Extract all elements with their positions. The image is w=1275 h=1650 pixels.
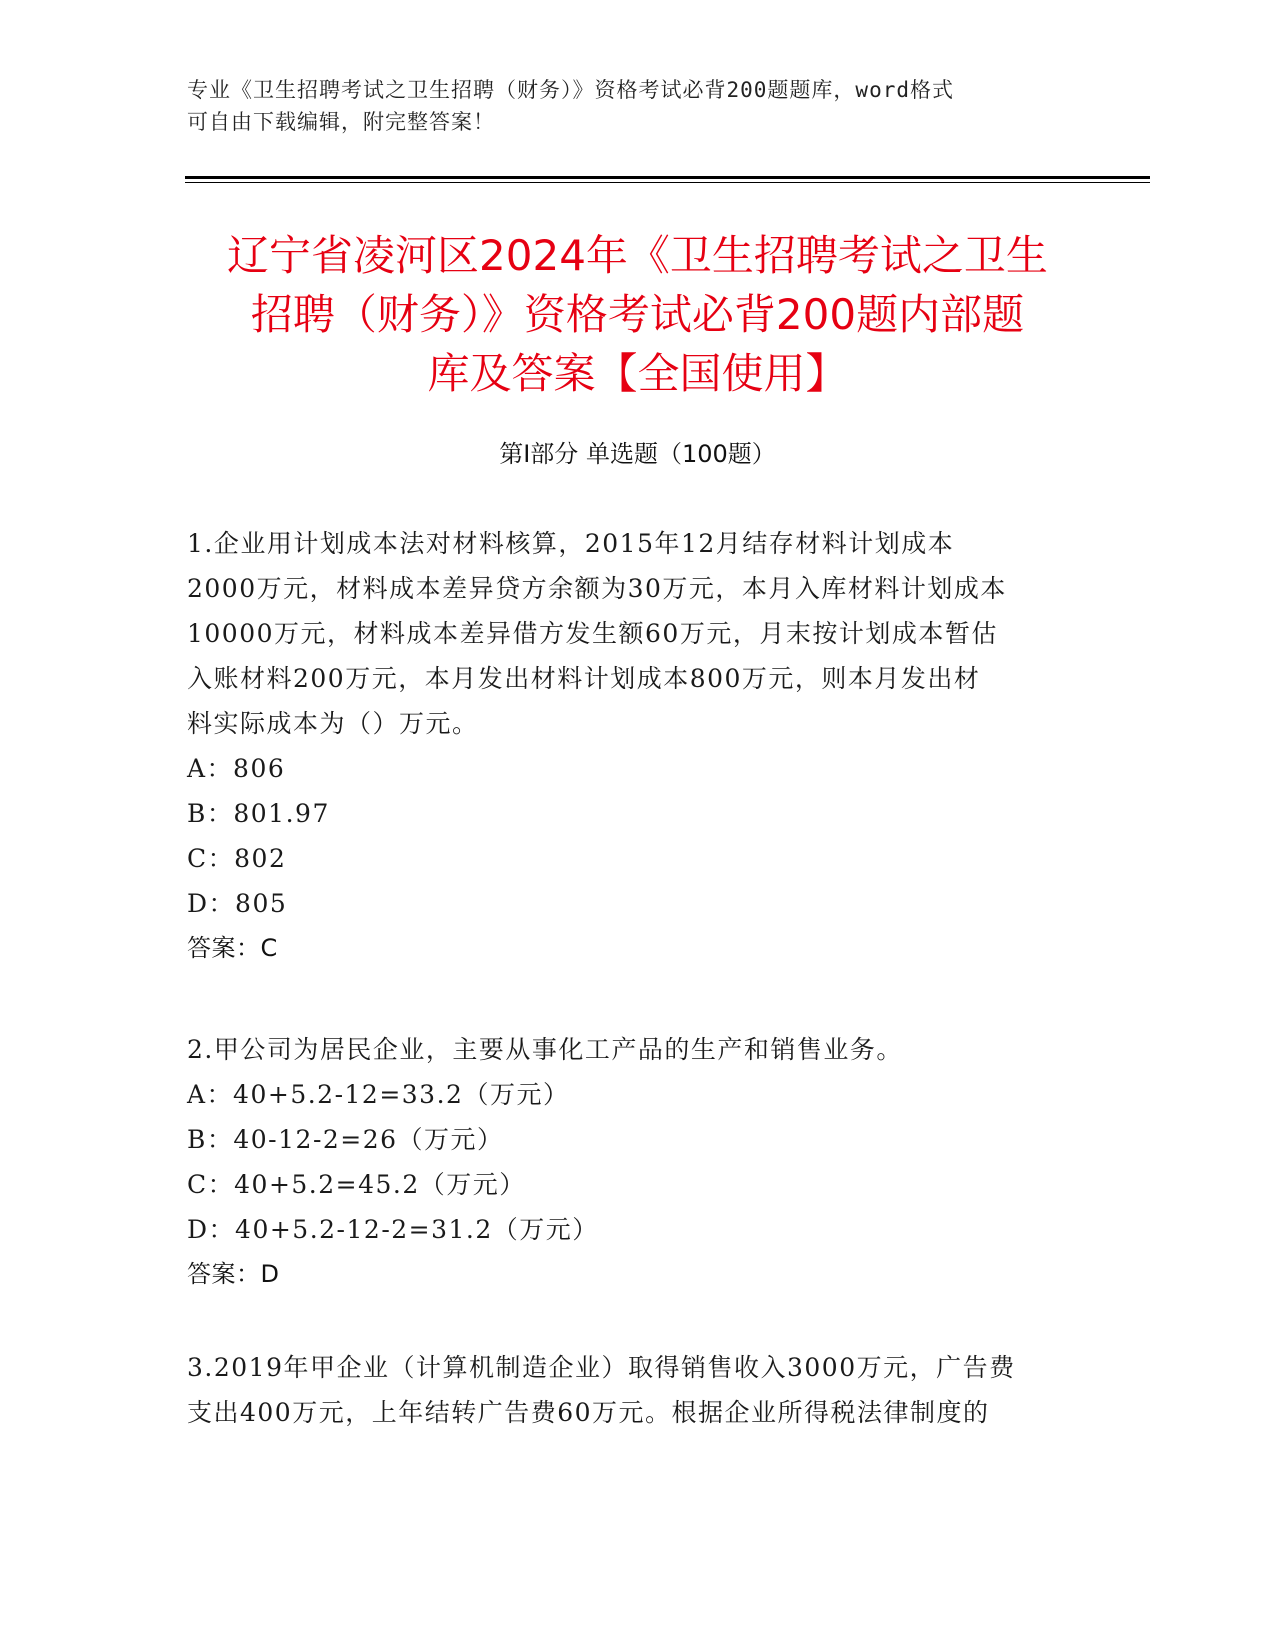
question-text-line: 3.2019年甲企业（计算机制造企业）取得销售收入3000万元，广告费	[187, 1353, 1016, 1382]
question-text-line: 2.甲公司为居民企业，主要从事化工产品的生产和销售业务。	[187, 1035, 903, 1064]
header-note-line: 可自由下载编辑，附完整答案！	[187, 110, 495, 134]
header-divider-thick	[185, 176, 1150, 179]
answer: 答案：C	[187, 934, 278, 962]
option-a: A：40+5.2-12=33.2（万元）	[187, 1080, 570, 1109]
option-b: B：801.97	[187, 799, 330, 828]
question-text-line: 入账材料200万元，本月发出材料计划成本800万元，则本月发出材	[187, 664, 981, 693]
document-title-line: 辽宁省凌河区2024年《卫生招聘考试之卫生	[227, 231, 1048, 280]
question-text-line: 10000万元，材料成本差异借方发生额60万元，月末按计划成本暂估	[187, 619, 998, 648]
question-text-line: 料实际成本为（）万元。	[187, 709, 479, 738]
document-title-line: 招聘（财务）》资格考试必背200题内部题	[250, 290, 1025, 339]
option-c: C：802	[187, 844, 287, 873]
question-text-line: 2000万元，材料成本差异贷方余额为30万元，本月入库材料计划成本	[187, 574, 1007, 603]
section-heading: 第Ⅰ部分 单选题（100题）	[499, 440, 776, 468]
option-a: A：806	[187, 754, 286, 783]
question-3	[187, 1345, 1087, 1435]
question-1	[187, 521, 1087, 971]
question-2	[187, 1027, 1087, 1297]
option-d: D：40+5.2-12-2=31.2（万元）	[187, 1215, 599, 1244]
question-text-line: 支出400万元，上年结转广告费60万元。根据企业所得税法律制度的	[187, 1398, 990, 1427]
header-divider-thin	[185, 182, 1150, 183]
answer: 答案：D	[187, 1260, 280, 1288]
option-b: B：40-12-2=26（万元）	[187, 1125, 504, 1154]
document-title	[150, 226, 1125, 403]
header-note	[187, 74, 1087, 138]
option-c: C：40+5.2=45.2（万元）	[187, 1170, 526, 1199]
option-d: D：805	[187, 889, 288, 918]
document-title-line: 库及答案【全国使用】	[427, 349, 848, 398]
header-note-line: 专业《卫生招聘考试之卫生招聘（财务）》资格考试必背200题题库，word格式	[187, 78, 954, 102]
question-text-line: 1.企业用计划成本法对材料核算，2015年12月结存材料计划成本	[187, 529, 955, 558]
